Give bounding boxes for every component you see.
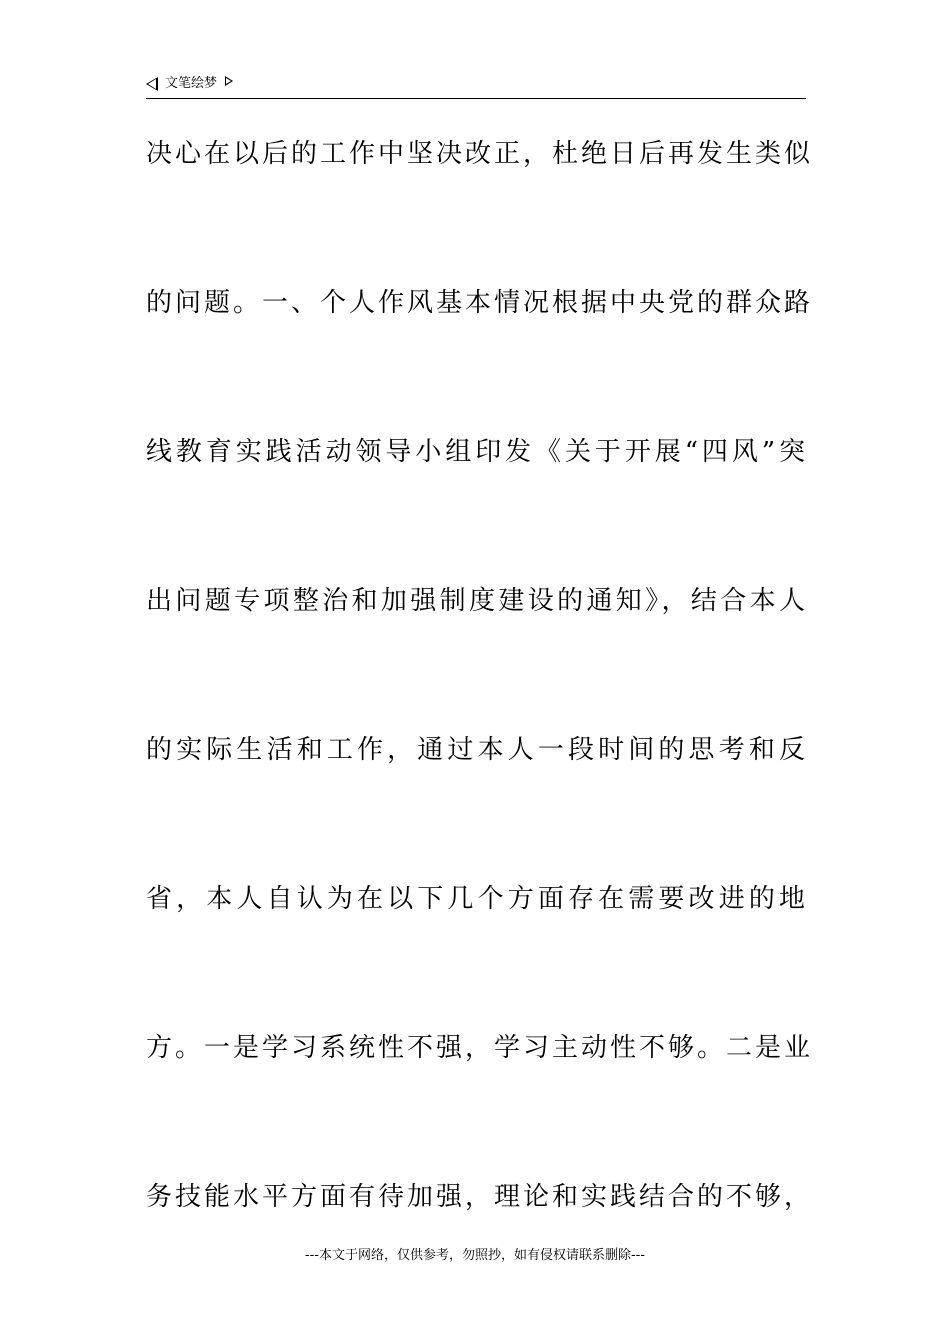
triangle-right-icon bbox=[225, 76, 233, 86]
body-line: 的问题。一、个人作风基本情况根据中央党的群众路 bbox=[146, 288, 814, 318]
page-header bbox=[146, 74, 806, 99]
body-line: 方。一是学习系统性不强，学习主动性不够。二是业 bbox=[146, 1033, 814, 1063]
body-line: 线教育实践活动领导小组印发《关于开展“四风”突 bbox=[146, 437, 808, 467]
body-line: 省，本人自认为在以下几个方面存在需要改进的地 bbox=[146, 884, 808, 914]
body-line: 务技能水平方面有待加强，理论和实践结合的不够， bbox=[146, 1182, 814, 1212]
page-footer: ---本文于网络，仅供参考，勿照抄，如有侵权请联系删除--- bbox=[304, 1248, 646, 1263]
document-body bbox=[146, 132, 814, 1324]
body-line: 的实际生活和工作，通过本人一段时间的思考和反 bbox=[146, 735, 808, 765]
header-content bbox=[146, 76, 233, 92]
triangle-left-icon bbox=[146, 77, 158, 91]
body-line: 决心在以后的工作中坚决改正，杜绝日后再发生类似 bbox=[146, 139, 814, 169]
header-title: 文笔绘梦 bbox=[165, 76, 218, 91]
body-line: 出问题专项整治和加强制度建设的通知》，结合本人 bbox=[146, 586, 808, 616]
